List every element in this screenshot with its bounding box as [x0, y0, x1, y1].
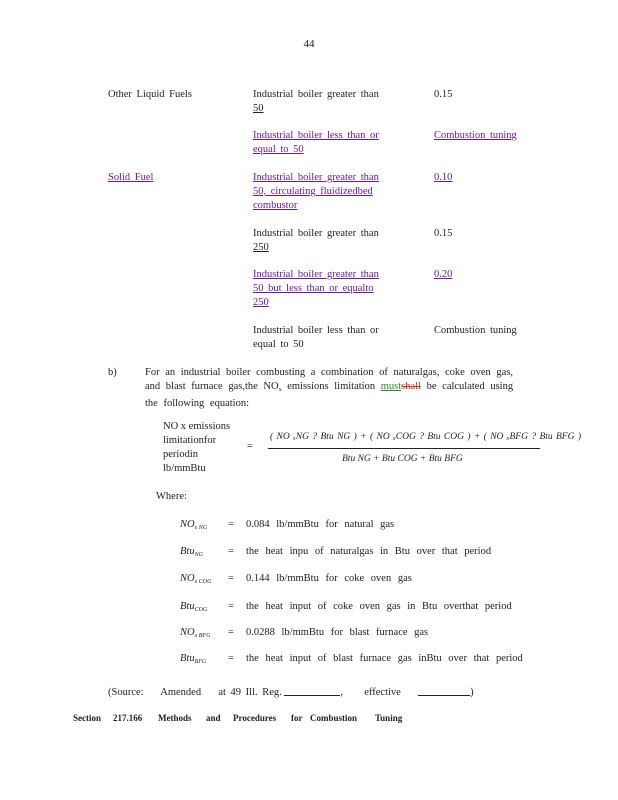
unit-description [253, 324, 393, 352]
definition-text: 0.084 lb/mmBtu for natural gas [246, 519, 395, 530]
unit-line: 250 [253, 242, 269, 253]
equation-denominator: Btu NG + Btu COG + Btu BFG [342, 454, 463, 464]
unit-line: Industrial boiler greater than [253, 228, 379, 239]
source-register: at 49 Ill. Reg. [218, 687, 282, 698]
page-number: 44 [303, 38, 315, 50]
source-effective: effective [364, 687, 401, 698]
text-run: and blast furnace gas,the NO [145, 381, 279, 392]
limit-value: 0.15 [434, 228, 453, 239]
source-note: (Source: Amended at 49 Ill. Reg. , effective ) [108, 687, 474, 698]
definition-equals: = [228, 573, 234, 584]
symbol-text: Btu [180, 653, 195, 664]
where-label: Where: [156, 491, 187, 502]
source-amended: Amended [160, 687, 202, 698]
unit-line: Industrial boiler greater than [253, 172, 379, 183]
definition-text: the heat input of blast furnace gas inBtu over that period [246, 653, 523, 664]
definition-equals: = [228, 601, 234, 612]
heading-word: and [206, 713, 221, 723]
heading-word: Methods [158, 713, 192, 723]
unit-description [253, 171, 393, 213]
definition-equals: = [228, 519, 234, 530]
source-prefix: (Source: [108, 687, 144, 698]
paragraph-b [145, 366, 540, 411]
definition-text: the heat inpu of naturalgas in Btu over that period [246, 546, 492, 557]
paragraph-line [145, 380, 540, 397]
subscript: x [278, 387, 282, 393]
unit-line: Industrial boiler less than or [253, 130, 379, 141]
definition-symbol [180, 652, 226, 669]
equation-numerator: ( NO ₓNG ? Btu NG ) + ( NO ₓCOG ? Btu COG ) + ( NO ₓBFG ? Btu BFG ) [270, 432, 582, 442]
symbol-text: NO [180, 573, 195, 584]
equation-equals: = [247, 441, 253, 452]
definition-symbol [180, 626, 226, 643]
paragraph-marker: b) [108, 367, 117, 378]
heading-word: Procedures [233, 713, 277, 723]
definition-symbol [180, 545, 226, 562]
limit-value: 0.15 [434, 89, 453, 100]
unit-line: Industrial boiler greater than [253, 269, 379, 280]
symbol-subscript: x NG [194, 525, 208, 531]
limit-value: Combustion tuning [434, 325, 517, 336]
symbol-text: NO [180, 627, 195, 638]
section-number: 217.166 [113, 713, 143, 723]
label-line: lb/mmBtu [163, 463, 206, 474]
definition-equals: = [228, 546, 234, 557]
heading-word: Tuning [375, 713, 403, 723]
paragraph-line: the following equation: [145, 398, 249, 409]
limit-value: 0.10 [434, 172, 453, 183]
unit-line: 50 [253, 103, 264, 114]
text-run: be calculated using [421, 381, 514, 392]
unit-description [253, 268, 393, 310]
symbol-text: Btu [180, 546, 195, 557]
symbol-subscript: COG [194, 607, 208, 613]
symbol-subscript: NG [194, 552, 203, 558]
unit-description [253, 88, 393, 116]
definition-symbol [180, 518, 226, 535]
text-run: emissions limitation [281, 381, 376, 392]
unit-line: equal to 50 [253, 339, 304, 350]
symbol-text: NO [180, 519, 195, 530]
unit-line: 250 [253, 297, 269, 308]
fuel-label-other-liquid: Other Liquid Fuels [108, 89, 192, 100]
symbol-subscript: x BFG [194, 633, 211, 639]
unit-line: Industrial boiler less than or [253, 325, 379, 336]
deleted-word: shall [401, 381, 421, 392]
effective-date-blank [418, 685, 470, 696]
definition-symbol [180, 572, 226, 589]
unit-description [253, 129, 393, 157]
unit-description [253, 227, 393, 255]
label-line: limitationfor [163, 435, 217, 446]
limit-value: Combustion tuning [434, 130, 517, 141]
heading-word: for [291, 713, 303, 723]
label-line: periodin [163, 449, 198, 460]
inserted-word: must [380, 381, 402, 392]
fraction-bar [268, 448, 540, 449]
unit-line: equal to 50 [253, 144, 304, 155]
unit-line: Industrial boiler greater than [253, 89, 379, 100]
symbol-text: Btu [180, 601, 195, 612]
definition-text: 0.0288 lb/mmBtu for blast furnace gas [246, 627, 429, 638]
unit-line: 50, circulating fluidizedbed [253, 186, 373, 197]
section-word: Section [73, 713, 101, 723]
equation-label [163, 420, 230, 476]
definition-text: 0.144 lb/mmBtu for coke oven gas [246, 573, 412, 584]
unit-line: combustor [253, 200, 298, 211]
unit-line: 50 but less than or equalto [253, 283, 374, 294]
symbol-subscript: BFG [194, 659, 207, 665]
heading-word: Combustion [310, 713, 358, 723]
paragraph-line: For an industrial boiler combusting a combination of naturalgas, coke oven gas, [145, 367, 514, 378]
definition-symbol [180, 600, 226, 617]
label-line: NO x emissions [163, 421, 231, 432]
source-close: ) [470, 687, 474, 698]
symbol-subscript: x COG [194, 579, 212, 585]
fuel-label-solid: Solid Fuel [108, 172, 154, 183]
definition-text: the heat input of coke oven gas in Btu overthat period [246, 601, 512, 612]
limit-value: 0.20 [434, 269, 453, 280]
definition-equals: = [228, 627, 234, 638]
register-page-blank [284, 685, 340, 696]
definition-equals: = [228, 653, 234, 664]
